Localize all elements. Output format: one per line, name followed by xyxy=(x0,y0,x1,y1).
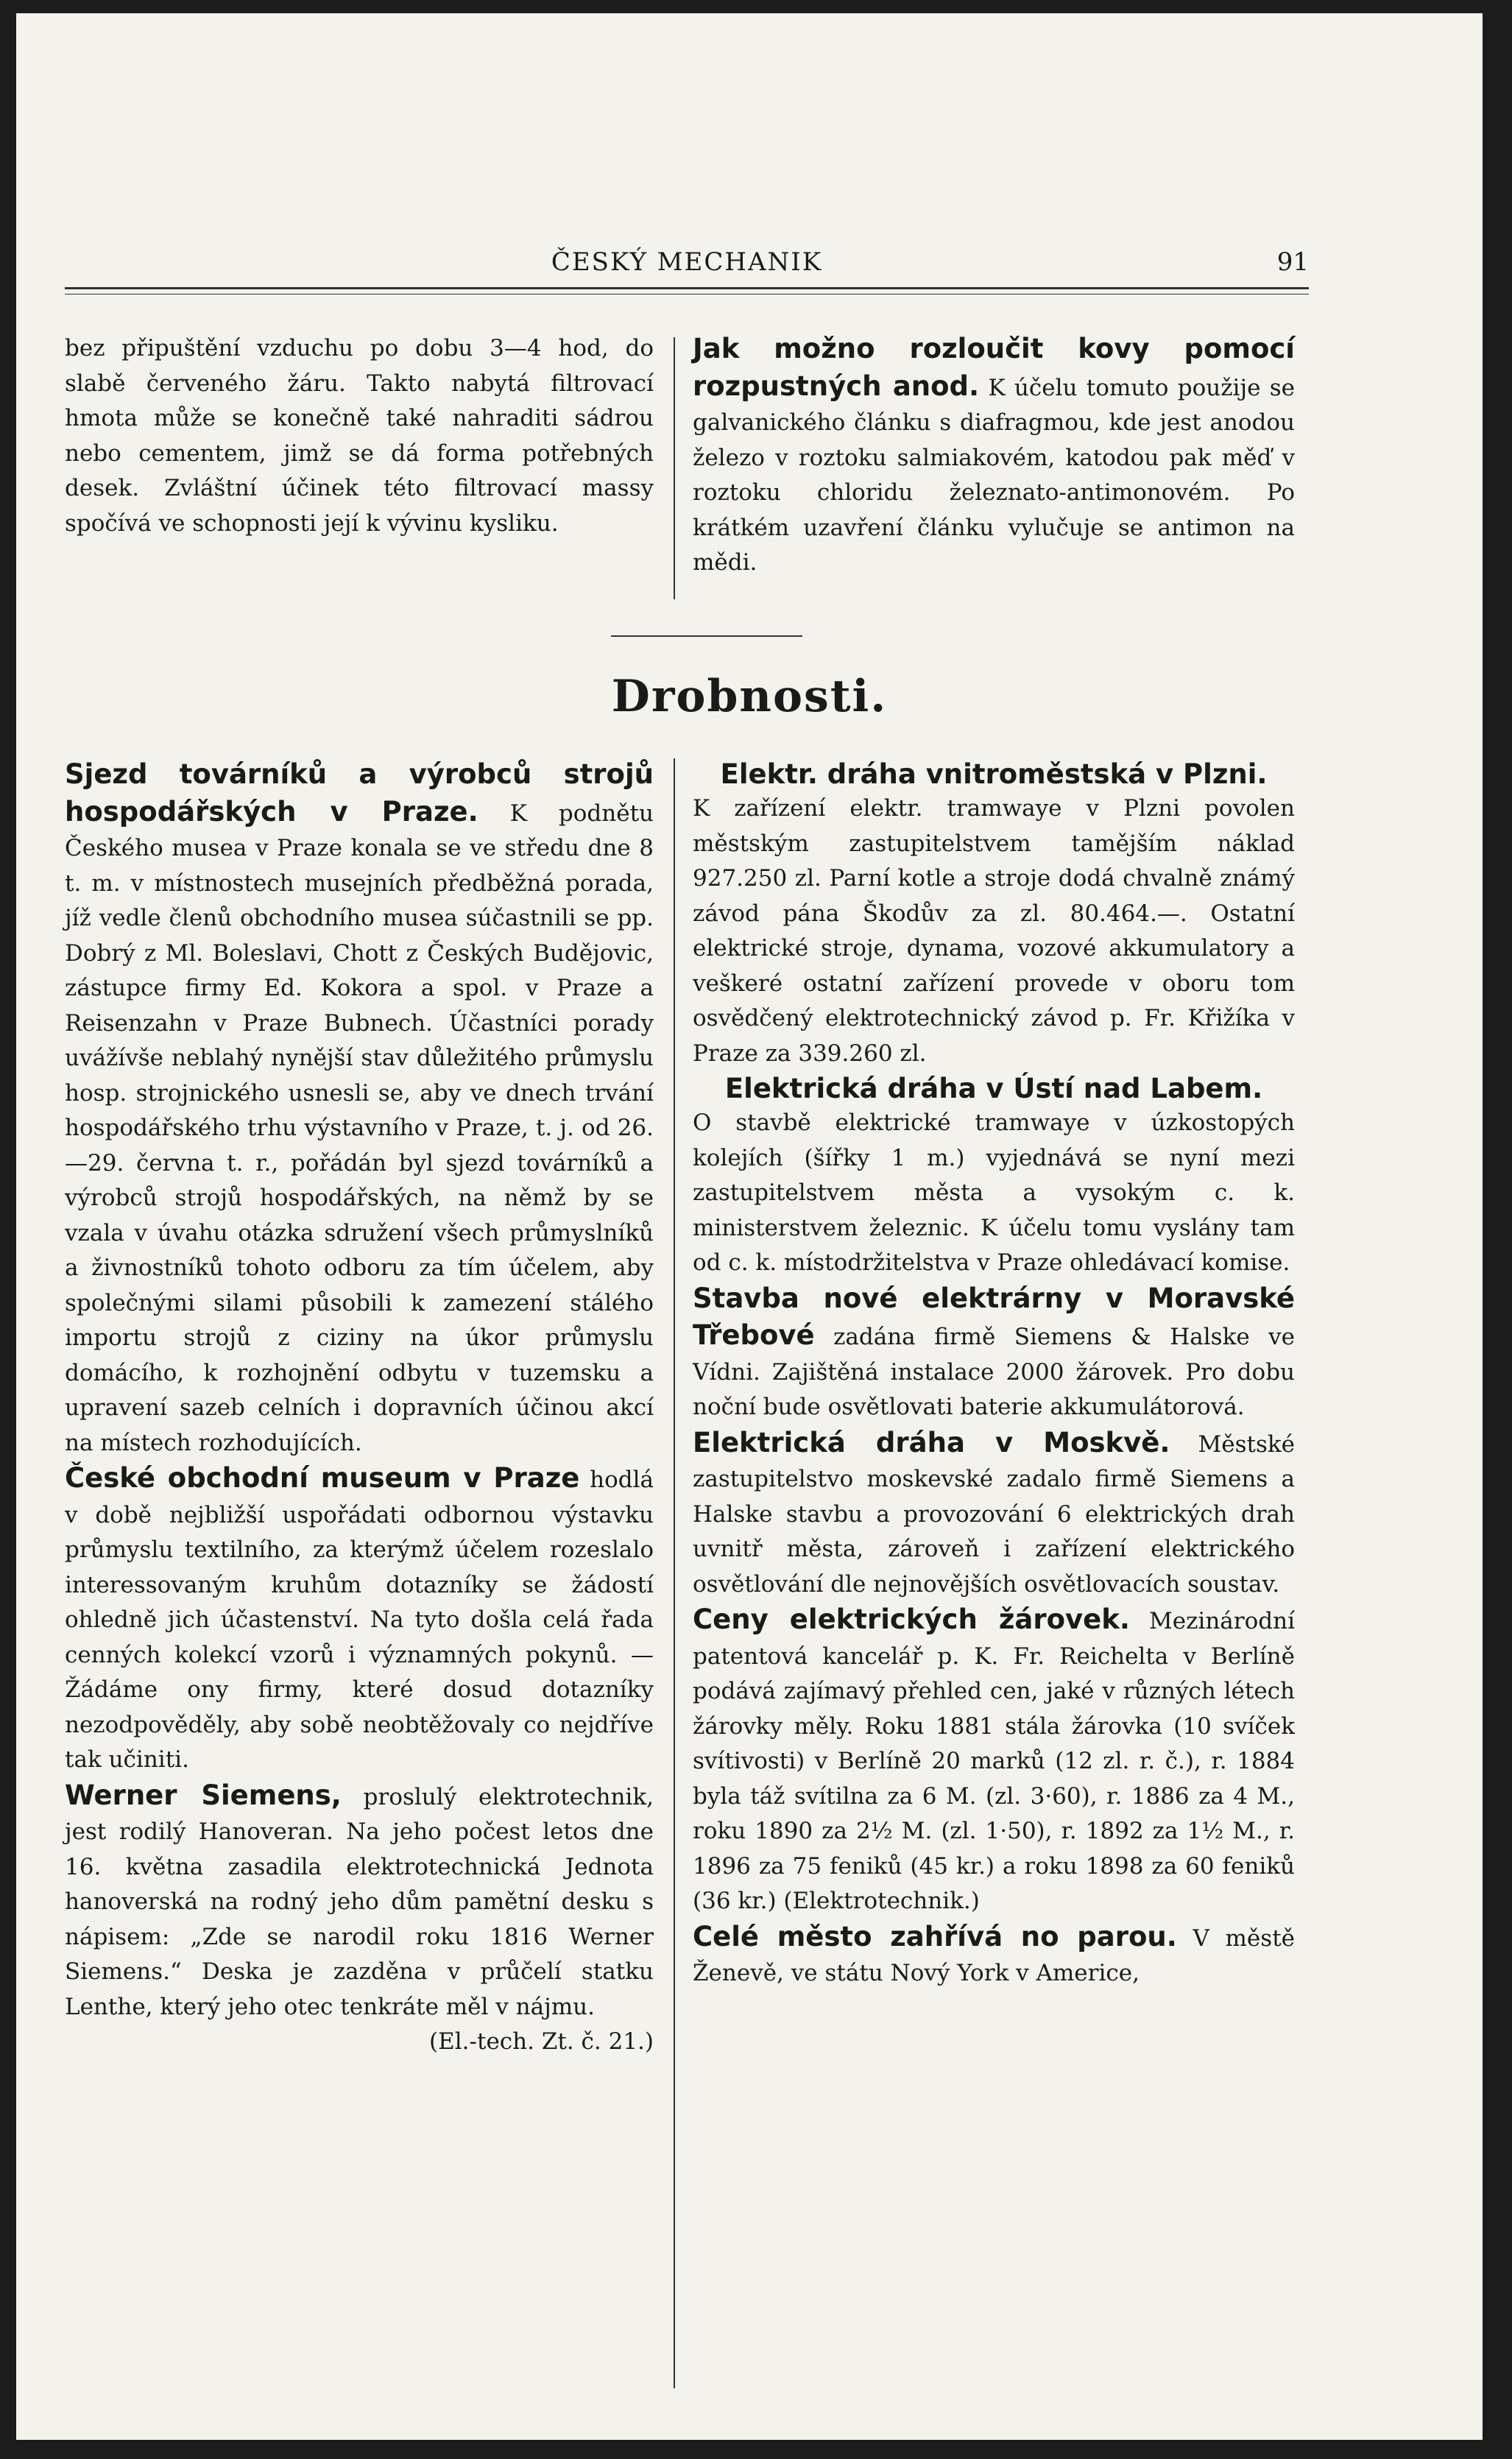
article-text: zadána firmě Siemens & Halske ve Vídni. Zajištěná instalace 2000 žárovek. Pro dobu noční bude osvětlovati baterie akkumulátorová. xyxy=(693,1324,1295,1420)
column-divider-top xyxy=(674,337,675,599)
article-text: K zařízení elektr. tramwaye v Plzni povolen městským zastupitelstvem tamějším náklad 927.250 zl. Parní kotle a stroje dodá chvalně známý závod pána Škodův za zl. 80.464.—. Ostatní elektrické stroje, dynama, vozové akkumulatory a veškeré ostatní zařízení provede v oboru tom osvědčený elektrotechnický závod p. Fr. Křižíka v Praze za 339.260 zl. xyxy=(693,795,1295,1067)
section-title: Drobnosti. xyxy=(611,671,888,722)
section-separator xyxy=(611,635,802,637)
article-congress xyxy=(65,757,654,1461)
article-museum xyxy=(65,1461,654,1778)
citation: (Elektrotechnik.) xyxy=(783,1888,980,1914)
article-moskva xyxy=(693,1425,1295,1603)
article-text: hodlá v době nejbližší uspořádati odbornou výstavku průmyslu textilního, za kterýmž účelem rozeslalo interessovaným kruhům dotazníky se žádostí ohledně jich účastenství. Na tyto došla celá řada cenných kolekcí vzorů i významných pokynů. — Žádáme ony firmy, které dosud dotazníky nezodpověděly, aby sobě neobtěžovaly co nejdříve tak učiniti. xyxy=(65,1467,654,1773)
article-heading: Elektrická dráha v Ústí nad Labem. xyxy=(724,1073,1263,1104)
article-siemens xyxy=(65,1778,654,2025)
top-left-column xyxy=(65,331,654,541)
header-rule xyxy=(65,287,1309,294)
top-right-column xyxy=(693,331,1295,581)
article-heading: Werner Siemens, xyxy=(65,1779,342,1811)
article-text: Mezinárodní patentová kancelář p. K. Fr. Reichelta v Berlíně podává zajímavý přehled cen, jaké v různých létech žárovky měly. Roku 1881 stála žárovka (10 svíček svítivosti) v Berlíně 20 marků (12 zl. r. č.), r. 1884 byla táž svítilna za 6 M. (zl. 3·60), r. 1886 za 4 M., roku 1890 za 2½ M. (zl. 1·50), r. 1892 za 1½ M., r. 1896 za 75 feniků (45 kr.) a roku 1898 za 60 feniků (36 kr.) xyxy=(693,1608,1295,1914)
article-heading: Celé město zahřívá no parou. xyxy=(693,1920,1177,1952)
article-anodes xyxy=(693,331,1295,581)
article-trebova xyxy=(693,1281,1295,1425)
article-heading: České obchodní museum v Praze xyxy=(65,1462,580,1494)
page xyxy=(16,13,1483,2440)
article-heading: Ceny elektrických žárovek. xyxy=(693,1604,1130,1635)
page-header xyxy=(65,233,1309,277)
running-title: ČESKÝ MECHANIK xyxy=(551,247,823,277)
column-divider xyxy=(674,758,675,2388)
page-number: 91 xyxy=(1276,247,1309,277)
article-plzen xyxy=(693,757,1295,1071)
article-text: K účelu tomuto použije se galvanického článku s diafragmou, kde jest anodou železo v roztoku salmiakovém, katodou pak měď v roztoku chloridu železnato-antimonovém. Po krátkém uzavření článku vylučuje se antimon na mědi. xyxy=(693,374,1295,576)
article-heading: Elektr. dráha vnitroměstská v Plzni. xyxy=(720,758,1268,790)
article-prices xyxy=(693,1602,1295,1919)
left-column xyxy=(65,757,654,2060)
article-steam xyxy=(693,1919,1295,1991)
article-usti xyxy=(693,1071,1295,1281)
article-heading: Elektrická dráha v Moskvě. xyxy=(693,1426,1170,1458)
article-text: O stavbě elektrické tramwaye v úzkostopých kolejích (šířky 1 m.) vyjednává se nyní mezi zastupitelstvem města a vysokým c. k. ministerstvem železnic. K účelu tomu vyslány tam od c. k. místodržitelstva v Praze ohledávací komise. xyxy=(693,1109,1295,1276)
continuation-paragraph: bez připuštění vzduchu po dobu 3—4 hod, do slabě červeného žáru. Takto nabytá filtrovací hmota může se konečně také nahraditi sádrou nebo cementem, jimž se dá forma potřebných desek. Zvláštní účinek této filtrovací massy spočívá ve schopnosti její k vývinu kysliku. xyxy=(65,335,654,537)
article-heading: Jak možno rozloučit kovy pomocí rozpustných anod. xyxy=(693,333,1295,402)
article-heading: Sjezd továrníků a výrobců strojů hospodářských v Praze. xyxy=(65,758,654,828)
citation: (El.-tech. Zt. č. 21.) xyxy=(429,2028,654,2055)
article-text: V městě Ženevě, ve státu Nový York v Americe, xyxy=(693,1924,1295,1986)
article-heading: Stavba nové elektrárny v Moravské Třebové xyxy=(693,1282,1295,1351)
article-text: K podnětu Českého musea v Praze konala se ve středu dne 8 t. m. v místnostech musejních předběžná porada, jíž vedle členů obchodního musea súčastnili se pp. Dobrý z Ml. Boleslavi, Chott z Českých Budějovic, zástupce firmy Ed. Kokora a spol. v Praze a Reisenzahn v Praze Bubnech. Účastníci porady uvážívše neblahý nynější stav důležitého průmyslu hosp. strojnického usnesli se, aby ve dnech trvání hospodářského trhu výstavního v Praze, t. j. od 26.—29. června t. r., pořádán byl sjezd továrníků a výrobců strojů hospodářských, na němž by se vzala v úvahu otázka sdružení všech průmyslníků a živnostníků tohoto odboru za tím účelem, aby společnými silami působili k zamezení stálého importu strojů z ciziny na úkor průmyslu domácího, k rozhojnění odbytu v tuzemsku a upravení sazeb celních i dopravních účinou akcí na místech rozhodujících. xyxy=(65,800,654,1456)
article-text: Městské zastupitelstvo moskevské zadalo firmě Siemens a Halske stavbu a provozování 6 elektrických drah uvnitř města, zároveň i zařízení elektrického osvětlování dle nejnovějších osvětlovacích soustav. xyxy=(693,1430,1295,1598)
article-text: proslulý elektrotechnik, jest rodilý Hanoveran. Na jeho počest letos dne 16. května zasadila elektrotechnická Jednota hanoverská na rodný jeho dům pamětní desku s nápisem: „Zde se narodil roku 1816 Werner Siemens.“ Deska je zazděna v průčelí statku Lenthe, který jeho otec tenkráte měl v nájmu. xyxy=(65,1783,654,2020)
right-column xyxy=(693,757,1295,1991)
